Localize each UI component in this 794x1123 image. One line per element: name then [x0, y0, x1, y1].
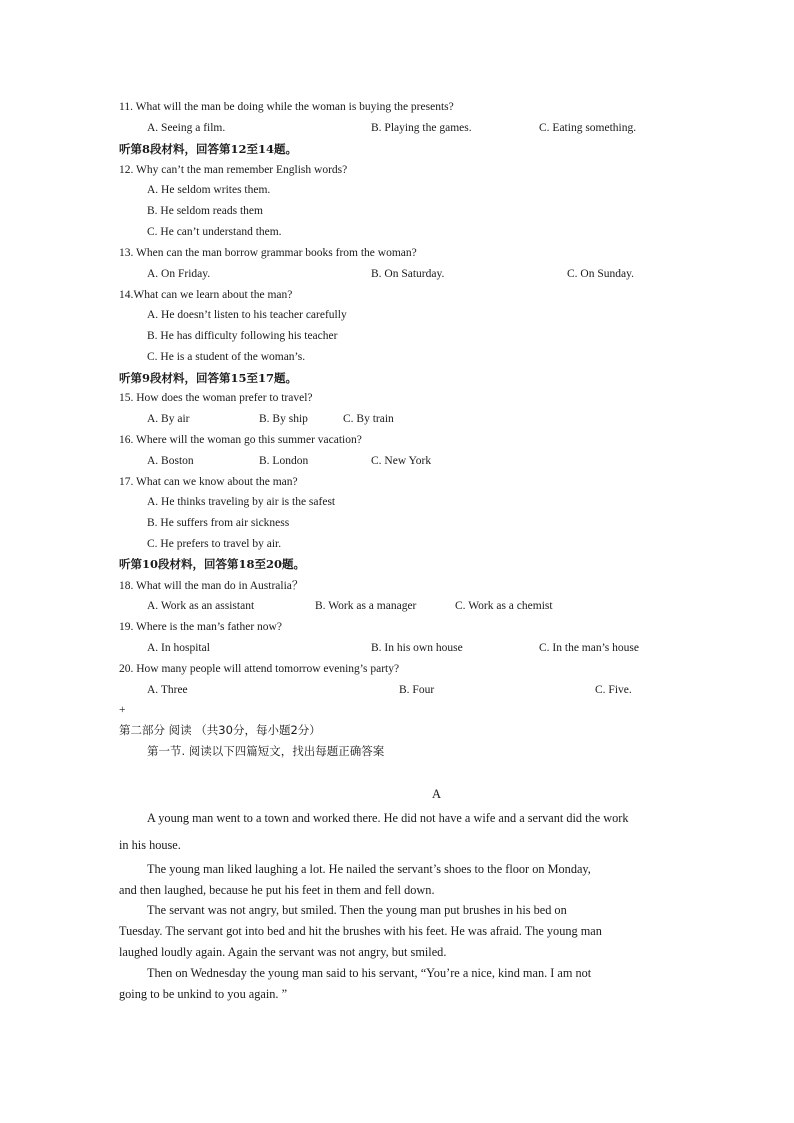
- q17-option-b: B. He suffers from air sickness: [147, 517, 290, 529]
- section-heading-8: 听第8段材料，回答第12至14题。: [119, 142, 298, 156]
- q12-option-c: C. He can’t understand them.: [147, 226, 282, 238]
- q19-option-c: C. In the man’s house: [539, 642, 639, 654]
- q13-stem: 13. When can the man borrow grammar books from the woman?: [119, 247, 417, 259]
- section-heading-10: 听第10段材料，回答第18至20题。: [119, 557, 306, 571]
- q19-option-b: B. In his own house: [371, 642, 463, 654]
- q12-option-b: B. He seldom reads them: [147, 205, 263, 217]
- q18-stem: 18. What will the man do in Australia？: [119, 580, 304, 592]
- passage-line: A young man went to a town and worked there. He did not have a wife and a servant did the work: [147, 811, 629, 825]
- q15-option-a: A. By air: [147, 413, 190, 425]
- q13-option-b: B. On Saturday.: [371, 268, 445, 280]
- q19-stem: 19. Where is the man’s father now?: [119, 621, 282, 633]
- section1-instruction: 第一节. 阅读以下四篇短文，找出每题正确答案: [147, 744, 385, 758]
- part2-title: 第二部分 阅读 （共30分，每小题2分）: [119, 723, 321, 737]
- q12-option-a: A. He seldom writes them.: [147, 184, 271, 196]
- q16-option-c: C. New York: [371, 455, 432, 467]
- q17-stem: 17. What can we know about the man?: [119, 476, 298, 488]
- passage-line: laughed loudly again. Again the servant was not angry, but smiled.: [119, 945, 447, 959]
- q13-option-a: A. On Friday.: [147, 268, 211, 280]
- q11-option-c: C. Eating something.: [539, 122, 637, 134]
- passage-line: The young man liked laughing a lot. He nailed the servant’s shoes to the floor on Monday,: [147, 862, 591, 876]
- q16-option-b: B. London: [259, 455, 309, 467]
- passage-line: Tuesday. The servant got into bed and hit the brushes with his feet. He was afraid. The young man: [119, 924, 602, 938]
- passage-line: in his house.: [119, 838, 181, 852]
- q20-option-c: C. Five.: [595, 684, 632, 696]
- plus-mark: +: [119, 704, 126, 716]
- q19-option-a: A. In hospital: [147, 642, 210, 654]
- q17-option-a: A. He thinks traveling by air is the safest: [147, 496, 336, 508]
- q17-option-c: C. He prefers to travel by air.: [147, 538, 282, 550]
- section-heading-9: 听第9段材料，回答第15至17题。: [119, 371, 298, 385]
- q18-option-b: B. Work as a manager: [315, 600, 417, 612]
- q14-option-b: B. He has difficulty following his teacher: [147, 330, 338, 342]
- q11-option-a: A. Seeing a film.: [147, 122, 226, 134]
- q13-option-c: C. On Sunday.: [567, 268, 634, 280]
- q14-option-c: C. He is a student of the woman’s.: [147, 351, 306, 363]
- q20-option-a: A. Three: [147, 684, 188, 696]
- q15-option-c: C. By train: [343, 413, 394, 425]
- q15-stem: 15. How does the woman prefer to travel?: [119, 392, 313, 404]
- passage-label: A: [431, 787, 442, 801]
- passage-line: The servant was not angry, but smiled. Then the young man put brushes in his bed on: [147, 903, 567, 917]
- q20-stem: 20. How many people will attend tomorrow evening’s party?: [119, 663, 400, 675]
- q14-option-a: A. He doesn’t listen to his teacher carefully: [147, 309, 347, 321]
- passage-line: Then on Wednesday the young man said to his servant, “You’re a nice, kind man. I am not: [147, 966, 592, 980]
- passage-line: going to be unkind to you again. ”: [119, 987, 288, 1001]
- q20-option-b: B. Four: [399, 684, 435, 696]
- q16-stem: 16. Where will the woman go this summer vacation?: [119, 434, 362, 446]
- q12-stem: 12. Why can’t the man remember English words?: [119, 164, 348, 176]
- q14-stem: 14.What can we learn about the man?: [119, 289, 293, 301]
- q11-option-b: B. Playing the games.: [371, 122, 472, 134]
- q15-option-b: B. By ship: [259, 413, 308, 425]
- passage-line: and then laughed, because he put his feet in them and fell down.: [119, 883, 435, 897]
- q11-stem: 11. What will the man be doing while the woman is buying the presents?: [119, 101, 454, 113]
- q18-option-a: A. Work as an assistant: [147, 600, 255, 612]
- q16-option-a: A. Boston: [147, 455, 194, 467]
- q18-option-c: C. Work as a chemist: [455, 600, 553, 612]
